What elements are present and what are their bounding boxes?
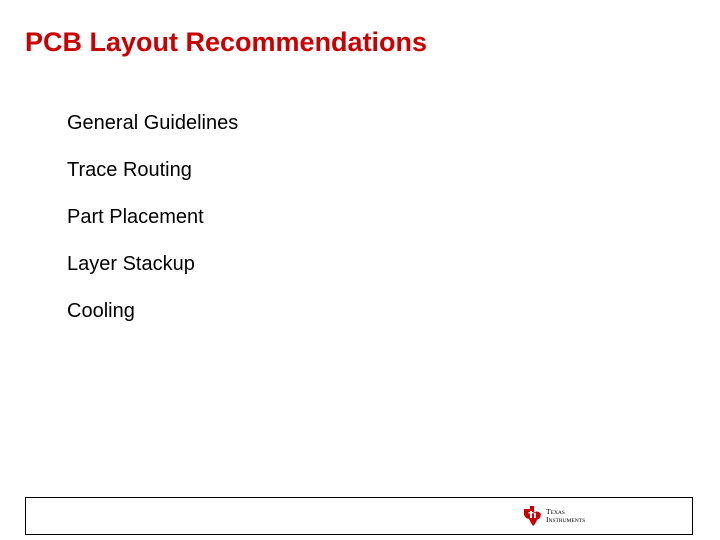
bullet-item: Cooling [67, 300, 135, 322]
bullet-item: Part Placement [67, 206, 204, 228]
texas-instruments-logo [522, 505, 614, 527]
texas-state-icon [522, 505, 614, 527]
svg-text:INSTRUMENTS: INSTRUMENTS [546, 515, 586, 524]
bullet-list [67, 108, 238, 343]
bullet-item: General Guidelines [67, 112, 239, 134]
bullet-item: Trace Routing [67, 159, 192, 181]
bullet-item: Layer Stackup [67, 253, 195, 275]
slide-title: PCB Layout Recommendations [25, 27, 428, 57]
svg-text:TEXAS: TEXAS [546, 507, 565, 516]
footer-bar [25, 497, 693, 535]
